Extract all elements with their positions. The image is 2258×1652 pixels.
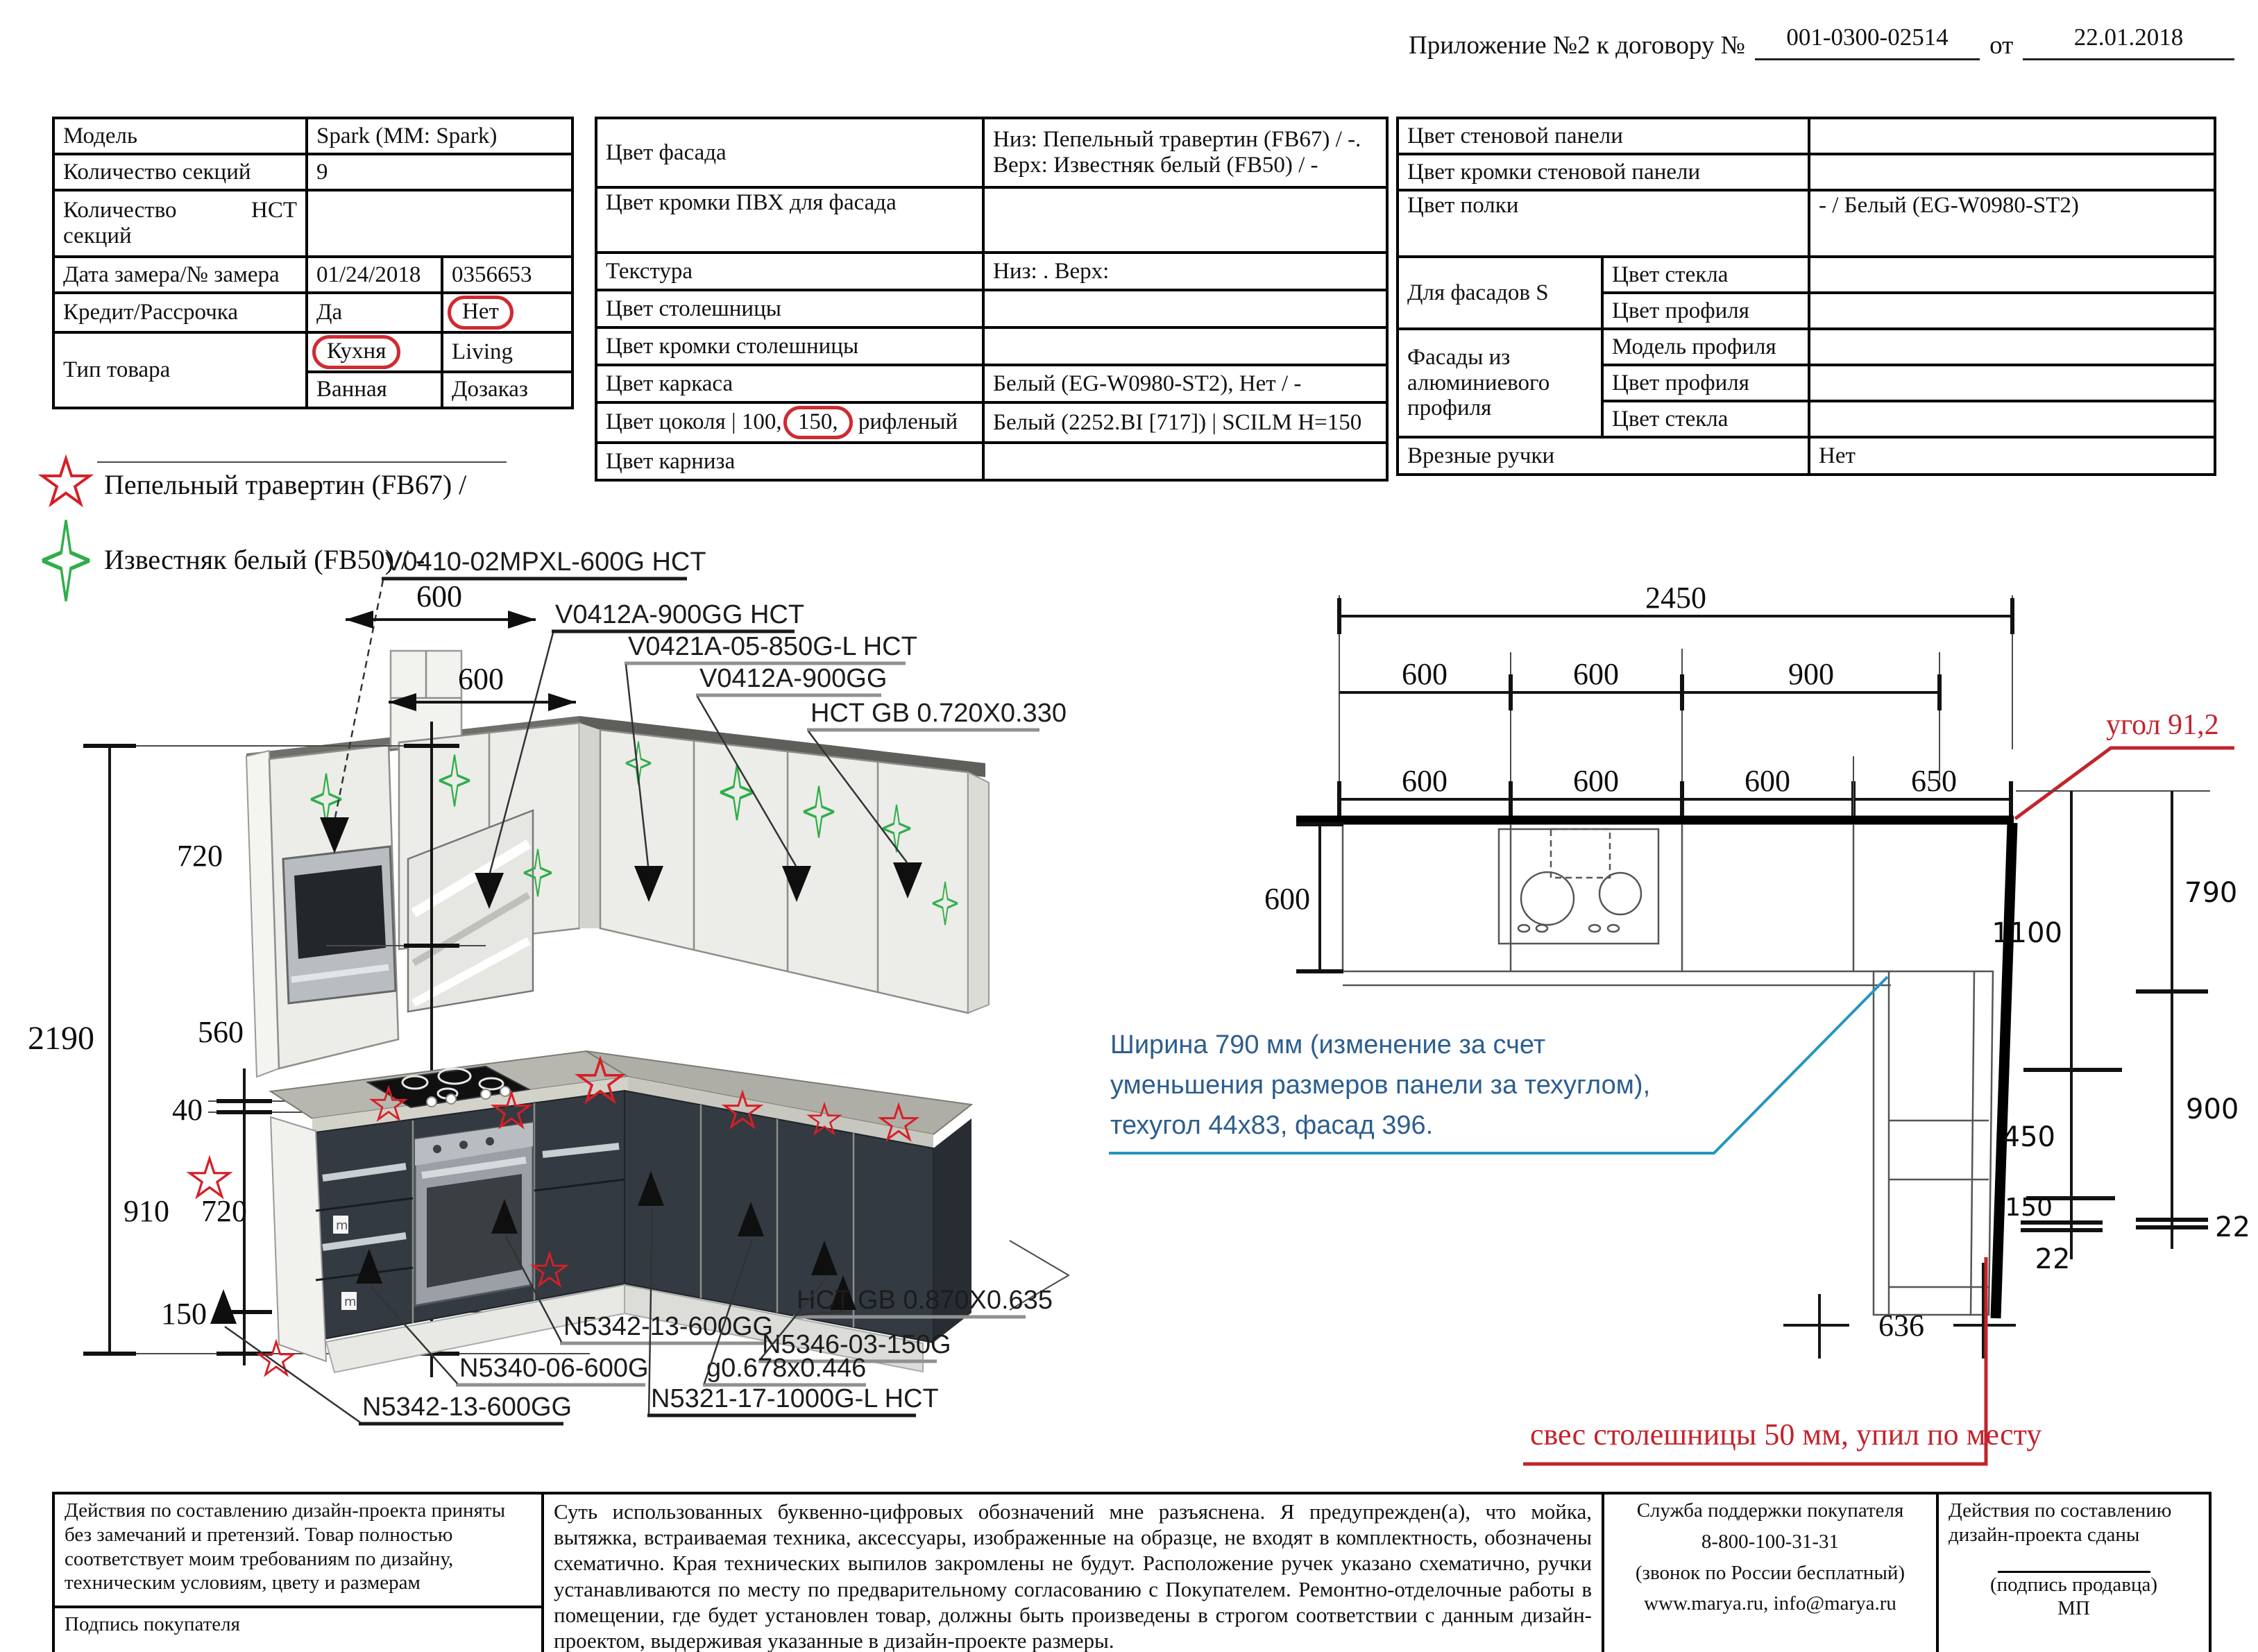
lower-label-1: HCT GB 0.870X0.635 xyxy=(797,1286,1053,1315)
pvc-edge-value xyxy=(983,187,1387,253)
credit-no xyxy=(442,293,572,332)
cornice-label: Цвет карниза xyxy=(596,443,983,480)
lower-label-5: g0.678x0.446 xyxy=(706,1354,867,1383)
document-header xyxy=(1409,19,2234,60)
countertop-label: Цвет столешницы xyxy=(596,290,983,327)
measure-number: 0356653 xyxy=(442,257,572,293)
upper-label-2: V0412A-900GG HCT xyxy=(555,600,805,629)
contract-number: 001-0300-02514 xyxy=(1786,24,1949,51)
upper-label-4: V0412A-900GG xyxy=(699,664,888,693)
wall-panel-value xyxy=(1809,118,2215,154)
angle-leader xyxy=(2015,748,2234,819)
facade-color-bottom: Низ: Пепельный травертин (FB67) / -. xyxy=(993,127,1361,153)
plan-dim-total: 2450 xyxy=(1645,581,1706,615)
footer-buyer-signature: Подпись покупателя xyxy=(53,1607,543,1652)
alu-glass-label: Цвет стекла xyxy=(1602,401,1809,437)
pvc-edge-label: Цвет кромки ПВХ для фасада xyxy=(596,187,983,253)
contract-date-line xyxy=(2023,19,2234,60)
model-label: Модель xyxy=(53,118,307,154)
row-pvc-edge xyxy=(596,187,1387,253)
legend-green-star-icon xyxy=(42,520,90,601)
blue-note-line-3: техугол 44x83, фасад 396. xyxy=(1110,1111,1434,1140)
upper-label-1: V0410-02MPXL-600G HCT xyxy=(385,547,706,577)
row-s-glass xyxy=(1398,257,2215,293)
handles-label: Врезные ручки xyxy=(1398,437,1809,475)
plan-dim-900: 900 xyxy=(2186,1093,2239,1125)
plan-hood xyxy=(1551,829,1610,878)
row-sections xyxy=(53,154,572,190)
lower-label-6: N5342-13-600GG xyxy=(362,1393,572,1422)
plan-dim-wall-1: 600 xyxy=(1402,764,1448,798)
alu-glass-value xyxy=(1809,401,2215,437)
upper-cabinets-drawing xyxy=(246,547,1067,1077)
support-phone-note: (звонок по России бесплатный) xyxy=(1635,1561,1905,1584)
row-credit xyxy=(53,293,572,332)
sections-label: Количество секций xyxy=(53,154,307,190)
red-note: свес столешницы 50 мм, упил по месту xyxy=(1530,1417,2042,1451)
plan-dim-wall-3: 600 xyxy=(1745,764,1790,798)
type-label: Тип товара xyxy=(53,332,307,408)
legend-red-label: Пепельный травертин (FB67) / xyxy=(104,469,467,500)
credit-label: Кредит/Рассрочка xyxy=(53,293,307,332)
model-value: Spark (MM: Spark) xyxy=(307,118,572,154)
type-extra: Дозаказ xyxy=(442,372,572,408)
plan-right-run xyxy=(1874,971,1993,1315)
alu-group-label: Фасады из алюминиевого профиля xyxy=(1398,329,1602,437)
contract-date: 22.01.2018 xyxy=(2073,24,2184,51)
plan-dim-top-2: 600 xyxy=(1573,657,1619,691)
svg-text:m: m xyxy=(344,1295,357,1309)
footer-legal-text: Суть использованных буквенно-цифровых обозначений мне разъяснена. Я предупрежден(а), что мойка, вытяжка, встраиваемая техника, аксессуары, изображенные на образце, не входят в комплектность, обозначены схематично. Края технических выпилов закромлены не будут. Расположение ручек указано схематично, ручки устанавливаются по месту по предварительному согласованию с Покупателем. Ремонтно-отделочные работы в помещении, где будет установлен товар, должны быть произведены в строгом соответствии с данным дизайн-проектом, выдерживая указанные в дизайн-проекте размеры. xyxy=(543,1493,1603,1652)
countertop-edge-label: Цвет кромки столешницы xyxy=(596,327,983,365)
row-type-1 xyxy=(53,332,572,372)
svg-text:m: m xyxy=(336,1218,348,1233)
s-glass-value xyxy=(1809,257,2215,293)
handles-value: Нет xyxy=(1809,437,2215,475)
plan-dim-wall-2: 600 xyxy=(1573,764,1619,798)
footer-acceptance-text: Действия по составлению дизайн-проекта приняты без замечаний и претензий. Товар полностью соответствует моим требованиям по дизайну, техническим условиям, цвету и размерам xyxy=(53,1493,543,1607)
facade-color-top: Верх: Известняк белый (FB50) / - xyxy=(993,153,1318,178)
texture-label: Текстура xyxy=(596,253,983,290)
plan-dim-22-inner: 22 xyxy=(2035,1243,2071,1275)
dim-arrow-icon xyxy=(346,611,373,629)
seller-actions-text: Действия по составлению дизайн-проекта сданы xyxy=(1949,1499,2172,1546)
dim-worktop-thickness: 40 xyxy=(172,1093,203,1127)
spec-table-colors xyxy=(595,117,1389,482)
shelf-label: Цвет полки xyxy=(1398,190,1809,257)
footer-seller-block xyxy=(1937,1493,2210,1652)
plinth-150-circled: 150, xyxy=(783,406,853,440)
row-alu-model xyxy=(1398,329,2215,365)
row-texture xyxy=(596,253,1387,290)
corner-filler xyxy=(579,723,600,928)
texture-value: Низ: . Верх: xyxy=(983,253,1387,290)
footer-table xyxy=(52,1492,2212,1652)
contract-number-line xyxy=(1755,19,1980,60)
upper-label-3: V0421A-05-850G-L HCT xyxy=(628,632,917,661)
shelf-value: - / Белый (EG-W0980-ST2) xyxy=(1809,190,2215,257)
dim-wallcab-height: 720 xyxy=(177,839,223,873)
microwave-window xyxy=(294,865,386,959)
plan-dim-wall-4: 650 xyxy=(1911,764,1957,798)
plan-cooktop xyxy=(1499,829,1658,944)
support-site: www.marya.ru, info@marya.ru xyxy=(1644,1592,1896,1615)
alu-model-value xyxy=(1809,329,2215,365)
support-phone: 8-800-100-31-31 xyxy=(1701,1530,1840,1553)
plan-dim-top-3: 900 xyxy=(1788,657,1834,691)
hct-sections-label: Количество HCT секций xyxy=(53,190,307,257)
dim-gap-height: 560 xyxy=(198,1015,244,1049)
lower-label-7: N5321-17-1000G-L HCT xyxy=(651,1384,939,1413)
header-ot-label: от xyxy=(1989,31,2014,60)
dim-arrow-icon xyxy=(508,611,536,629)
row-countertop xyxy=(596,290,1387,327)
lower-label-3: N5346-03-150G xyxy=(762,1330,951,1359)
facade-color-label: Цвет фасада xyxy=(596,118,983,187)
plan-right-wall xyxy=(1996,823,2012,1318)
legend-green-label: Известняк белый (FB50) / - xyxy=(104,544,425,575)
plinth-label-post: рифленый xyxy=(858,409,958,434)
plan-dim-left: 600 xyxy=(1264,882,1310,916)
dim-base-total: 910 xyxy=(124,1194,169,1228)
plan-dim-150: 150 xyxy=(2005,1193,2053,1222)
arrow-up-icon xyxy=(210,1289,237,1324)
dim-600b: 600 xyxy=(458,662,504,696)
base-cabinets-drawing xyxy=(189,1051,1069,1424)
facade-color-value xyxy=(983,118,1387,187)
seller-signature-label: (подпись продавца) xyxy=(1989,1573,2158,1596)
upper-label-5: HCT GB 0.720X0.330 xyxy=(810,699,1067,728)
row-hct-sections xyxy=(53,190,572,257)
row-countertop-edge xyxy=(596,327,1387,365)
row-wall-panel xyxy=(1398,118,2215,154)
s-profile-label: Цвет профиля xyxy=(1602,293,1809,329)
type-kitchen xyxy=(307,332,442,372)
footer-support-block xyxy=(1603,1493,1937,1652)
alu-profile-value xyxy=(1809,365,2215,401)
row-wall-panel-edge xyxy=(1398,154,2215,190)
plinth-label-pre: Цвет цоколя | 100, xyxy=(606,409,782,434)
hct-sections-value xyxy=(307,190,572,257)
carcass-label: Цвет каркаса xyxy=(596,365,983,402)
spec-table-model xyxy=(52,117,574,409)
dim-base-height: 720 xyxy=(201,1194,247,1228)
dim-arrow-icon xyxy=(548,693,576,711)
s-glass-label: Цвет стекла xyxy=(1602,257,1809,293)
countertop-edge-value xyxy=(983,327,1387,365)
plan-dim-790: 790 xyxy=(2184,877,2238,909)
lower-label-2: N5342-13-600GG xyxy=(563,1312,774,1341)
credit-no-circled: Нет xyxy=(448,296,513,330)
s-profile-value xyxy=(1809,293,2215,329)
dim-600a: 600 xyxy=(416,579,462,613)
plan-dim-22-outer: 22 xyxy=(2215,1211,2250,1243)
lower-label-4: N5340-06-600G xyxy=(459,1354,649,1383)
countertop-value xyxy=(983,290,1387,327)
plan-dim-top-1: 600 xyxy=(1402,657,1448,691)
plinth-value: Белый (2252.BI [717]) | SCILM H=150 xyxy=(983,402,1387,443)
row-model xyxy=(53,118,572,154)
type-bath: Ванная xyxy=(307,372,442,408)
wall-panel-edge-value xyxy=(1809,154,2215,190)
plan-dim-1100: 1100 xyxy=(1992,917,2062,949)
row-facade-color xyxy=(596,118,1387,187)
angle-note: угол 91,2 xyxy=(2106,709,2219,741)
row-shelf xyxy=(1398,190,2215,257)
right-end-panel xyxy=(968,772,989,1013)
red-star-marker xyxy=(189,1159,229,1196)
wall-panel-edge-label: Цвет кромки стеновой панели xyxy=(1398,154,1809,190)
support-title: Служба поддержки покупателя xyxy=(1636,1499,1904,1522)
type-living: Living xyxy=(442,332,572,372)
blue-note-line-2: уменьшения размеров панели за техуглом), xyxy=(1110,1071,1651,1100)
wall-panel-label: Цвет стеновой панели xyxy=(1398,118,1809,154)
measure-date: 01/24/2018 xyxy=(307,257,442,293)
s-group-label: Для фасадов S xyxy=(1398,257,1602,329)
seller-mp-label: МП xyxy=(2057,1597,2090,1620)
row-measure xyxy=(53,257,572,293)
carcass-value: Белый (EG-W0980-ST2), Нет / - xyxy=(983,365,1387,402)
spec-table-panels xyxy=(1396,117,2216,476)
row-carcass xyxy=(596,365,1387,402)
measure-label: Дата замера/№ замера xyxy=(53,257,307,293)
alu-model-label: Модель профиля xyxy=(1602,329,1809,365)
sections-value: 9 xyxy=(307,154,572,190)
drawings-canvas xyxy=(0,437,2258,1488)
plan-dim-bottom: 636 xyxy=(1878,1309,1924,1343)
legend-red-star-icon xyxy=(42,459,90,504)
credit-yes: Да xyxy=(307,293,442,332)
dim-total-height: 2190 xyxy=(28,1020,94,1057)
dim-plinth-height: 150 xyxy=(161,1297,207,1331)
header-title: Приложение №2 к договору № xyxy=(1409,31,1745,60)
alu-profile-label: Цвет профиля xyxy=(1602,365,1809,401)
blue-note-line-1: Ширина 790 мм (изменение за счет xyxy=(1110,1030,1546,1059)
plan-view xyxy=(1109,581,2250,1464)
type-kitchen-circled: Кухня xyxy=(312,335,400,369)
plan-dim-450: 450 xyxy=(2002,1121,2055,1153)
